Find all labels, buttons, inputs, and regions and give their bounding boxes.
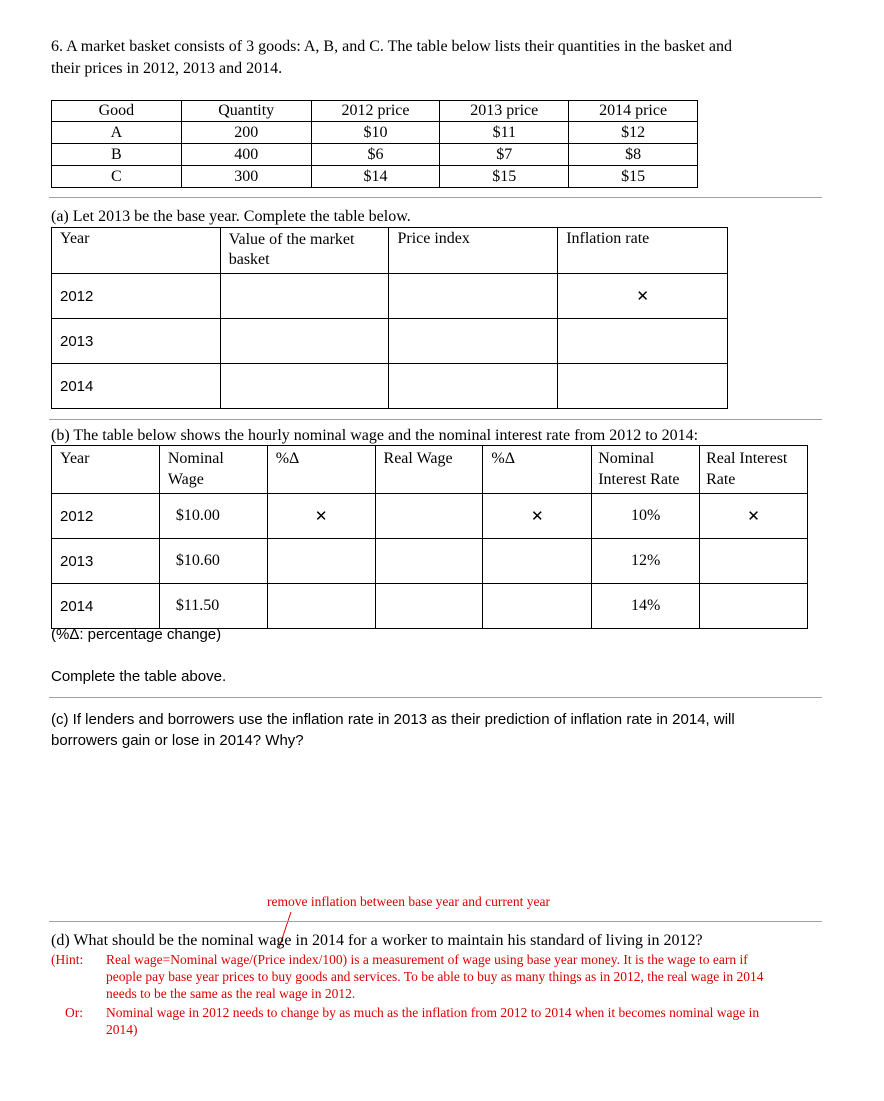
cross-mark-icon: ✕ bbox=[700, 494, 808, 539]
header-2014-price: 2014 price bbox=[569, 101, 698, 122]
cell-quantity: 200 bbox=[181, 122, 311, 144]
cell-price-2012: $14 bbox=[311, 166, 440, 188]
cell-year: 2013 bbox=[52, 319, 221, 364]
cell-basket-value-blank bbox=[220, 364, 389, 409]
part-c-line-1: (c) If lenders and borrowers use the inflation rate in 2013 as their prediction of inflation rate in 2014, will bbox=[51, 711, 735, 728]
cell-price-2013: $11 bbox=[440, 122, 569, 144]
cell-nominal-wage: $10.60 bbox=[159, 539, 267, 584]
handwritten-annotation: remove inflation between base year and current year bbox=[267, 894, 550, 909]
question-6-line-1: 6. A market basket consists of 3 goods: A, B, and C. The table below lists their quantities in the basket and bbox=[51, 38, 732, 55]
percentage-change-note: (%Δ: percentage change) bbox=[51, 626, 222, 643]
cell-basket-value-blank bbox=[220, 274, 389, 319]
cell-real-interest-blank bbox=[700, 584, 808, 629]
header-real-wage: Real Wage bbox=[375, 446, 483, 494]
header-nominal-interest-line-2: Interest Rate bbox=[598, 471, 680, 488]
divider bbox=[49, 921, 822, 922]
or-text bbox=[106, 1004, 836, 1038]
cell-basket-value-blank bbox=[220, 319, 389, 364]
cell-pct-change-blank bbox=[267, 539, 375, 584]
cell-nominal-interest: 14% bbox=[592, 584, 700, 629]
table-row bbox=[52, 274, 728, 319]
part-a-table bbox=[51, 227, 728, 409]
table-row bbox=[52, 166, 698, 188]
part-b-prompt: (b) The table below shows the hourly nominal wage and the nominal interest rate from 2012 to 2014: bbox=[51, 427, 699, 444]
part-b-table-header bbox=[52, 446, 808, 494]
cell-nominal-wage: $10.00 bbox=[159, 494, 267, 539]
cell-price-index-blank bbox=[389, 364, 558, 409]
cell-price-2012: $6 bbox=[311, 144, 440, 166]
header-pct-change-real-wage: %Δ bbox=[483, 446, 592, 494]
question-6-line-2: their prices in 2012, 2013 and 2014. bbox=[51, 60, 283, 77]
hint-line-1: Real wage=Nominal wage/(Price index/100) is a measurement of wage using base year money. It is the wage to earn if bbox=[106, 952, 748, 967]
cell-pct-change-blank bbox=[267, 584, 375, 629]
goods-price-table bbox=[51, 100, 698, 188]
or-label: Or: bbox=[65, 1005, 83, 1020]
cell-price-2014: $8 bbox=[569, 144, 698, 166]
table-row bbox=[52, 364, 728, 409]
or-line-1: Nominal wage in 2012 needs to change by as much as the inflation from 2012 to 2014 when it becomes nominal wage in bbox=[106, 1005, 760, 1020]
cell-pct-change-blank bbox=[483, 539, 592, 584]
part-b-table bbox=[51, 445, 808, 629]
part-c-line-2: borrowers gain or lose in 2014? Why? bbox=[51, 732, 304, 749]
cell-price-2013: $7 bbox=[440, 144, 569, 166]
hint-text bbox=[106, 951, 836, 1002]
header-price-index: Price index bbox=[389, 228, 558, 274]
goods-table-header bbox=[52, 101, 698, 122]
header-nominal-interest-line-1: Nominal bbox=[598, 450, 655, 467]
table-row bbox=[52, 122, 698, 144]
cell-nominal-interest: 12% bbox=[592, 539, 700, 584]
cell-real-wage-blank bbox=[375, 494, 483, 539]
header-real-interest-rate bbox=[700, 446, 808, 494]
divider bbox=[49, 419, 822, 420]
part-c-prompt bbox=[51, 709, 841, 751]
cell-good: B bbox=[52, 144, 182, 166]
cross-mark-icon: ✕ bbox=[483, 494, 592, 539]
cell-pct-change-blank bbox=[483, 584, 592, 629]
cell-year: 2014 bbox=[52, 584, 160, 629]
cell-price-2014: $15 bbox=[569, 166, 698, 188]
header-year: Year bbox=[52, 446, 160, 494]
header-nominal-wage bbox=[159, 446, 267, 494]
part-a-prompt: (a) Let 2013 be the base year. Complete the table below. bbox=[51, 208, 411, 225]
hint-label: (Hint: bbox=[51, 952, 84, 967]
cell-real-wage-blank bbox=[375, 539, 483, 584]
cell-price-index-blank bbox=[389, 274, 558, 319]
cell-year: 2014 bbox=[52, 364, 221, 409]
table-row bbox=[52, 584, 808, 629]
part-d-prompt: (d) What should be the nominal wage in 2014 for a worker to maintain his standard of living in 2012? bbox=[51, 932, 703, 949]
header-real-interest-line-1: Real Interest bbox=[706, 450, 788, 467]
header-quantity: Quantity bbox=[181, 101, 311, 122]
or-line-2: 2014) bbox=[106, 1022, 138, 1037]
table-row bbox=[52, 144, 698, 166]
cell-quantity: 400 bbox=[181, 144, 311, 166]
question-6-text bbox=[51, 36, 841, 80]
cell-good: A bbox=[52, 122, 182, 144]
cell-year: 2012 bbox=[52, 494, 160, 539]
cell-price-index-blank bbox=[389, 319, 558, 364]
cross-mark-icon: ✕ bbox=[558, 274, 728, 319]
divider bbox=[49, 197, 822, 198]
divider bbox=[49, 697, 822, 698]
table-row bbox=[52, 319, 728, 364]
part-a-table-header bbox=[52, 228, 728, 274]
header-2013-price: 2013 price bbox=[440, 101, 569, 122]
cell-inflation-blank bbox=[558, 319, 728, 364]
table-row bbox=[52, 494, 808, 539]
header-basket-value-line-2: basket bbox=[228, 251, 270, 268]
cell-real-wage-blank bbox=[375, 584, 483, 629]
cell-nominal-interest: 10% bbox=[592, 494, 700, 539]
header-inflation-rate: Inflation rate bbox=[558, 228, 728, 274]
part-b-instruction: Complete the table above. bbox=[51, 668, 227, 685]
cell-inflation-blank bbox=[558, 364, 728, 409]
header-nominal-wage-line-1: Nominal bbox=[167, 450, 224, 467]
header-basket-value bbox=[220, 228, 389, 274]
header-pct-change-wage: %Δ bbox=[267, 446, 375, 494]
cell-year: 2012 bbox=[52, 274, 221, 319]
header-nominal-wage-line-2: Wage bbox=[167, 471, 204, 488]
cell-price-2013: $15 bbox=[440, 166, 569, 188]
header-year: Year bbox=[52, 228, 221, 274]
cell-good: C bbox=[52, 166, 182, 188]
cell-price-2012: $10 bbox=[311, 122, 440, 144]
header-2012-price: 2012 price bbox=[311, 101, 440, 122]
cross-mark-icon: ✕ bbox=[267, 494, 375, 539]
cell-real-interest-blank bbox=[700, 539, 808, 584]
cell-year: 2013 bbox=[52, 539, 160, 584]
header-basket-value-line-1: Value of the market bbox=[228, 231, 355, 248]
header-real-interest-line-2: Rate bbox=[706, 471, 736, 488]
cell-nominal-wage: $11.50 bbox=[159, 584, 267, 629]
header-nominal-interest-rate bbox=[592, 446, 700, 494]
hint-line-3: needs to be the same as the real wage in 2012. bbox=[106, 986, 356, 1001]
cell-quantity: 300 bbox=[181, 166, 311, 188]
header-good: Good bbox=[52, 101, 182, 122]
table-row bbox=[52, 539, 808, 584]
hint-line-2: people pay base year prices to buy goods and services. To be able to buy as many things as in 2012, the real wage in 2014 bbox=[106, 969, 764, 984]
cell-price-2014: $12 bbox=[569, 122, 698, 144]
